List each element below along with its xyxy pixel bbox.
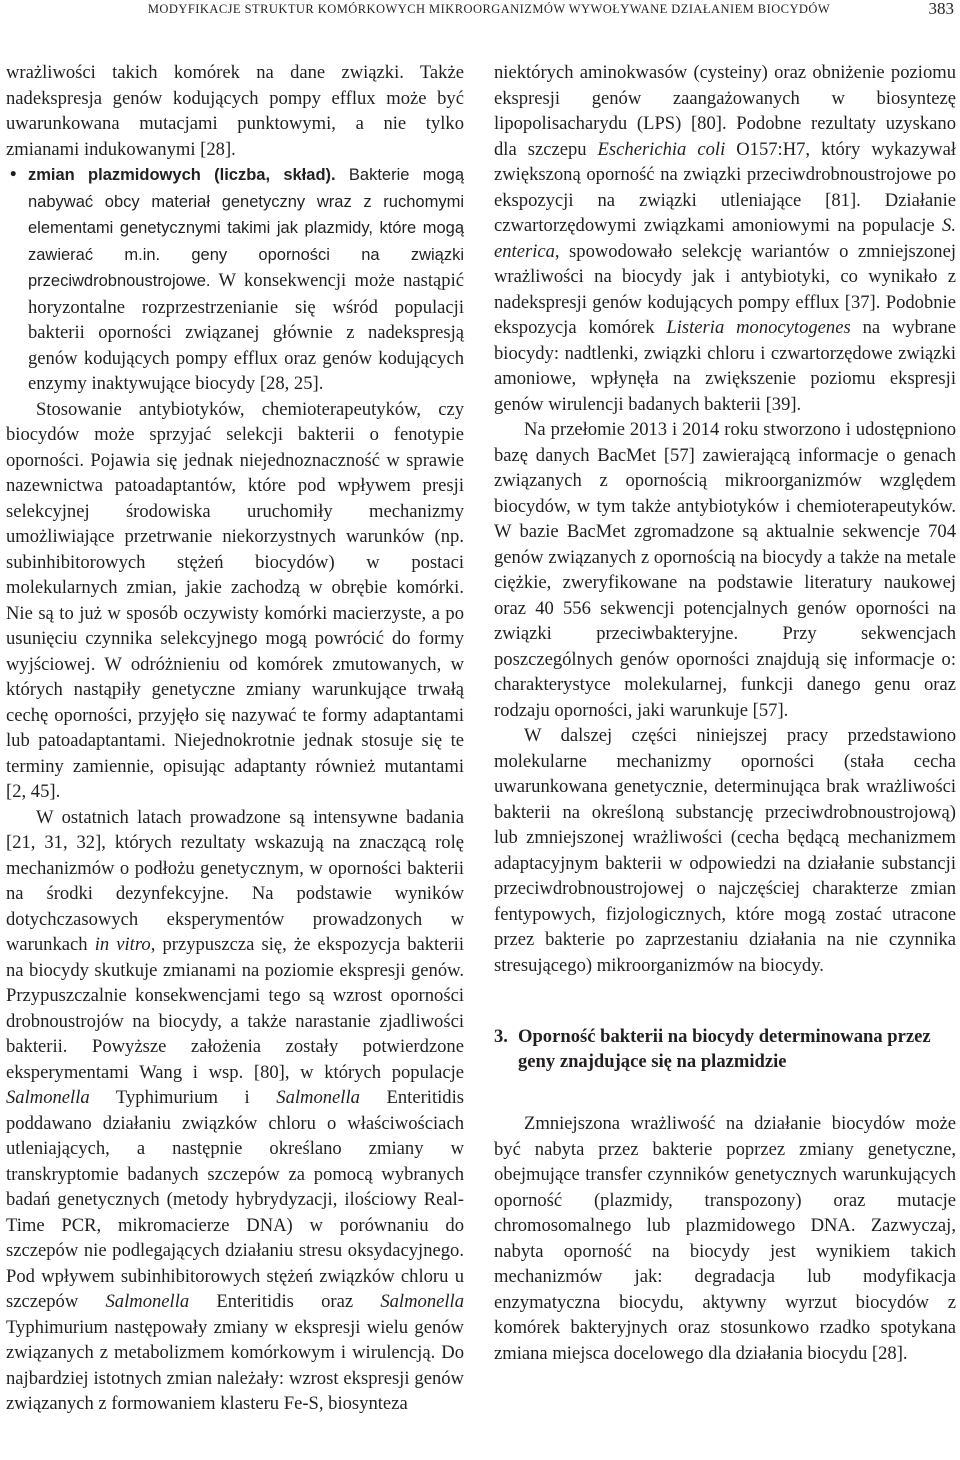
paragraph: W dalszej części niniejszej pracy przedstawiono molekularne mechanizmy oporności (stała cecha uwarunkowana genetycznie, determinująca brak wrażliwości bakterii na określoną substancję przeciwdrobnoustrojową) lub zmniejszonej wrażliwości (cecha będącą mechanizmem adaptacyjnym bakterii w odpowiedzi na działanie substancji przeciwdrobnoustrojowej o najczęściej charakterze zmian fentypowych, fizjologicznych, które mogą zostać utracone przez bakterie po zaprzestaniu działania na nie czynnika stresującego) mikroorganizmów na biocydy. <box>494 725 956 976</box>
text-run: niektórych aminokwasów (cysteiny) oraz obniżenie poziomu ekspresji genów zaangażowanych w biosyntezę lipopolisacharydu (LPS) [80]. Podobne rezultaty uzyskano dla szczepu <box>494 62 956 160</box>
page-number: 383 <box>928 0 954 18</box>
bullet-continuation: W konsekwencji może nastąpić horyzontalne rozprzestrzenianie się wśród populacji bakterii oporności związanej głównie z nadekspresją genów kodujących pompy efflux oraz genów kodujących enzymy inaktywujące biocydy [28, 25]. <box>28 270 464 394</box>
italic-term: Listeria monocytogenes <box>666 317 851 338</box>
text-run: , przypuszcza się, że ekspozycja bakterii na biocydy skutkuje zmianami na poziomie ekspresji genów. Przypuszczalnie konsekwencjami tego są wzrost oporności drobnoustrojów na biocydy, a także narastanie zjadliwości bakterii. Powyższe założenia zostały potwierdzone eksperymentami Wang i wsp. [80], w których populacje <box>6 934 465 1083</box>
text-run: Enteritidis oraz <box>189 1291 381 1312</box>
italic-term: in vitro <box>94 934 151 955</box>
text-run: Enteritidis poddawano działaniu związków chloru o właściwościach utleniających, a następnie określano zmiany w transkryptomie badanych szczepów za pomocą wybranych badań genetycznych (metody hybrydyzacji, ilościowy Real-Time PCR, mikromacierze DNA) w porównaniu do szczepów nie podlegających działaniu stresu oksydacyjnego. Pod wpływem subinhibitorowych stężeń związków chloru u szczepów <box>6 1087 464 1312</box>
bullet-text: Bakterie mogą nabywać obcy materiał genetyczny wraz z ruchomymi elementami genetycznymi takimi jak plazmidy, które mogą zawierać m.in. geny oporności na związki przeciwdrobnoustrojowe. <box>28 166 464 290</box>
bullet-heading: zmian plazmidowych (liczba, skład). <box>28 166 336 184</box>
paragraph: Na przełomie 2013 i 2014 roku stworzono i udostępniono bazę danych BacMet [57] zawierającą informacje o genach związanych z opornością mikroorganizmów względem biocydów, w tym także antybiotyków i chemioterapeutyków. W bazie BacMet zgromadzone są aktualnie sekwencje 704 genów związanych z opornością na biocydy a także na metale ciężkie, zweryfikowane na podstawie literatury naukowej oraz 40 556 sekwencji potencjalnych genów oporności na związki przeciwbakteryjne. Przy sekwencjach poszczególnych genów oporności znajdują się informacje o: charakterystyce molekularnej, funkcji danego genu oraz rodzaju oporności, jaki warunkuje [57]. <box>494 419 956 721</box>
left-column <box>6 60 464 1417</box>
italic-term: Salmonella <box>380 1291 464 1312</box>
italic-term: Salmonella <box>276 1087 360 1108</box>
text-run: W ostatnich latach prowadzone są intensywne badania [21, 31, 32], których rezultaty wskazują na znaczącą rolę mechanizmów o podłożu genetycznym, w oporności bakterii na środki dezynfekcyjne. Na podstawie wyników dotychczasowych eksperymentów prowadzonych w warunkach <box>6 806 464 955</box>
paragraph <box>6 805 464 1417</box>
paragraph: Zmniejszona wrażliwość na działanie biocydów może być nabyta przez bakterie poprzez zmiany genetyczne, obejmujące transfer czynników genetycznych warunkujących oporność (plazmidy, transpozony) oraz mutacje chromosomalnego lub plazmidowego DNA. Zazwyczaj, nabyta oporność na biocydy jest wynikiem takich mechanizmów jak: degradacja lub modyfikacja enzymatyczna biocydu, aktywny wyrzut biocydów z komórek bakteryjnych oraz stosunkowo rzadko spotykana zmiana miejsca docelowego dla działania biocydu [28]. <box>494 1113 956 1364</box>
italic-term: Salmonella <box>6 1087 90 1108</box>
text-run: Typhimurium następowały zmiany w ekspresji wielu genów związanych z metabolizmem komórkowym i wirulencją. Do najbardziej istotnych zmian należały: wzrost ekspresji genów związanych z formowaniem klasteru Fe-S, biosynteza <box>6 1316 464 1414</box>
bullet-icon: • <box>10 164 17 185</box>
section-title: Oporność bakterii na biocydy determinowana przez geny znajdujące się na plazmidzie <box>518 1026 931 1072</box>
text-run: Typhimurium i <box>89 1087 277 1108</box>
paragraph: Stosowanie antybiotyków, chemioterapeutyków, czy biocydów może sprzyjać selekcji bakterii o fenotypie oporności. Pojawia się jednak niejednoznaczność w sprawie nazewnictwa patoadaptantów, które pod wpływem presji selekcyjnej środowiska uruchomiły mechanizmy umożliwiające przetrwanie niekorzystnych warunków (np. subinhibitorowych stężeń biocydów) w postaci molekularnych zmian, jakie zachodzą w obrębie komórki. Nie są to już w sposób oczywisty komórki macierzyste, a po usunięciu czynnika selekcyjnego mogą powrócić do formy wyjściowej. W odróżnieniu od komórek zmutowanych, w których nastąpiły genetyczne zmiany warunkujące trwałą cechę oporności, przyjęło się nazywać te formy adaptantami lub patoadaptantami. Niejednokrotnie jednak stosuje się te terminy zamiennie, opisując adaptanty również mutantami [2, 45]. <box>6 398 464 802</box>
text-run: , spowodowało selekcję wariantów o zmniejszonej wrażliwości na biocydy jak i antybiotyki, co wynikało z nadekspresji genów kodujących pompy efflux [37]. Podobnie ekspozycja komórek <box>494 240 956 338</box>
text-run: O157:H7, który wykazywał zwiększoną oporność na związki przeciwdrobnoustrojowe po ekspozycji na związki utleniające [81]. Działanie czwartorzędowymi związkami amoniowymi na populacje <box>494 138 956 236</box>
italic-term: S. enterica <box>494 215 956 262</box>
running-header <box>0 0 960 20</box>
italic-term: Escherichia coli <box>597 138 726 160</box>
section-heading <box>494 1024 956 1074</box>
italic-term: Salmonella <box>105 1291 190 1312</box>
right-column <box>494 60 956 1366</box>
paragraph: wrażliwości takich komórek na dane związki. Także nadekspresja genów kodujących pompy efflux może być uwarunkowana mutacjami punktowymi, a nie tylko zmianami indukowanymi [28]. <box>6 62 464 160</box>
running-header-title: MODYFIKACJE STRUKTUR KOMÓRKOWYCH MIKROORGANIZMÓW WYWOŁYWANE DZIAŁANIEM BIOCYDÓW <box>147 2 831 16</box>
section-number: 3. <box>494 1026 508 1047</box>
bullet-item-plasmid-changes <box>6 162 464 397</box>
paragraph <box>494 60 956 417</box>
text-run: na wybrane biocydy: nadtlenki, związki chloru i czwartorzędowe związki amoniowe, wpłynęła na zwiększenie poziomu ekspresji genów wirulencji badanych bakterii [39]. <box>494 317 956 415</box>
